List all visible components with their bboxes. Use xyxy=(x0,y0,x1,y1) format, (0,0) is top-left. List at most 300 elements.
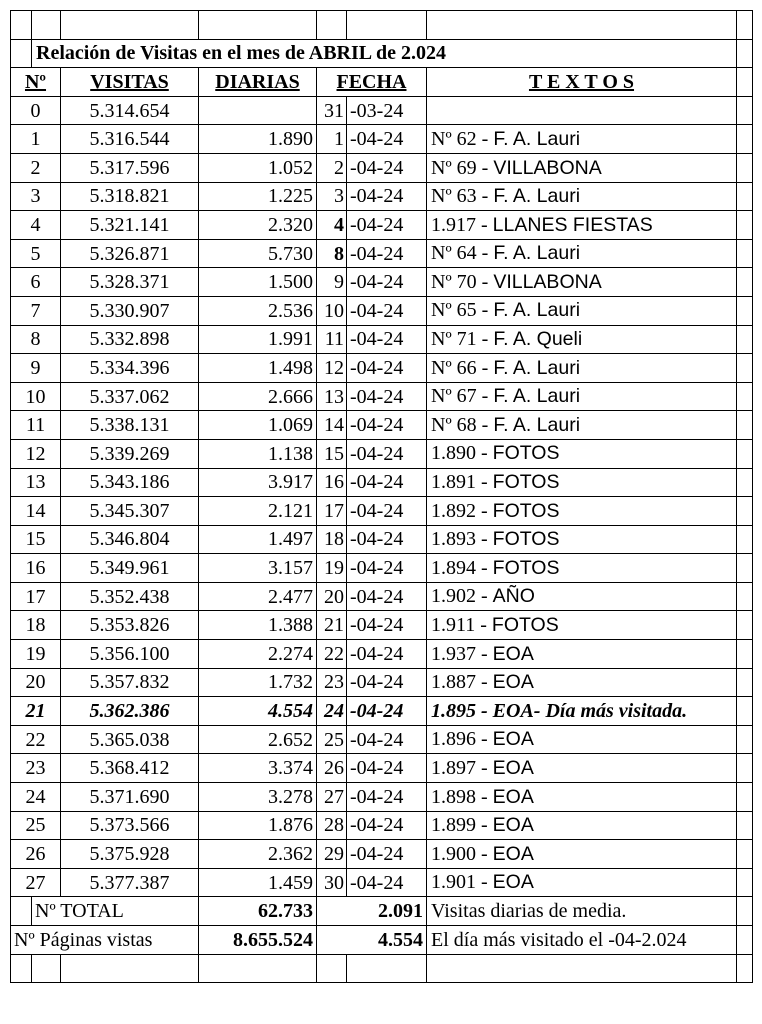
cell xyxy=(737,554,753,583)
visitas-cell: 5.356.100 xyxy=(61,640,199,669)
diarias-cell: 1.890 xyxy=(199,125,317,154)
month-cell: -04-24 xyxy=(347,582,427,611)
cell xyxy=(737,382,753,411)
table-row xyxy=(11,211,753,240)
table-row xyxy=(11,411,753,440)
diarias-cell: 1.732 xyxy=(199,668,317,697)
cell xyxy=(737,468,753,497)
cell xyxy=(737,954,753,983)
day-cell: 29 xyxy=(317,840,347,869)
row-number: 2 xyxy=(11,153,61,182)
texto-cell xyxy=(427,211,737,240)
visitas-cell: 5.345.307 xyxy=(61,497,199,526)
header-fecha: FECHA xyxy=(317,68,427,97)
texto-name: FOTOS xyxy=(492,471,560,494)
diarias-cell: 2.274 xyxy=(199,640,317,669)
texto-prefix: Nº 65 - xyxy=(431,299,494,322)
table-row xyxy=(11,239,753,268)
texto-cell xyxy=(427,783,737,812)
texto-name: F. A. Queli xyxy=(493,328,583,351)
header-row xyxy=(11,68,753,97)
texto-prefix: 1.890 - xyxy=(431,442,493,465)
visitas-cell: 5.318.821 xyxy=(61,182,199,211)
texto-cell xyxy=(427,868,737,897)
texto-name: VILLABONA xyxy=(493,270,602,293)
row-number: 3 xyxy=(11,182,61,211)
visitas-cell: 5.314.654 xyxy=(61,96,199,125)
diarias-cell: 3.917 xyxy=(199,468,317,497)
diarias-cell: 2.477 xyxy=(199,582,317,611)
visitas-cell: 5.343.186 xyxy=(61,468,199,497)
month-cell: -04-24 xyxy=(347,354,427,383)
month-cell: -03-24 xyxy=(347,96,427,125)
texto-name: F. A. Lauri xyxy=(493,242,581,265)
diarias-cell: 2.666 xyxy=(199,382,317,411)
diarias-cell: 5.730 xyxy=(199,239,317,268)
texto-cell xyxy=(427,182,737,211)
month-cell: -04-24 xyxy=(347,468,427,497)
row-number: 4 xyxy=(11,211,61,240)
diarias-cell: 2.536 xyxy=(199,296,317,325)
cell xyxy=(737,668,753,697)
max-value: 4.554 xyxy=(317,926,427,955)
texto-name: LLANES FIESTAS xyxy=(492,213,653,236)
visitas-cell: 5.349.961 xyxy=(61,554,199,583)
texto-prefix: 1.901 - xyxy=(431,871,493,894)
month-cell: -04-24 xyxy=(347,868,427,897)
diarias-cell: 1.069 xyxy=(199,411,317,440)
texto-cell xyxy=(427,668,737,697)
header-num: Nº xyxy=(11,68,61,97)
table-row xyxy=(11,439,753,468)
row-number: 18 xyxy=(11,611,61,640)
row-number: 10 xyxy=(11,382,61,411)
texto-cell xyxy=(427,611,737,640)
cell xyxy=(737,296,753,325)
cell xyxy=(11,39,32,68)
month-cell: -04-24 xyxy=(347,153,427,182)
average-value: 2.091 xyxy=(317,897,427,926)
cell xyxy=(737,754,753,783)
texto-cell xyxy=(427,725,737,754)
day-cell: 17 xyxy=(317,497,347,526)
cell xyxy=(737,439,753,468)
cell xyxy=(737,39,753,68)
visitas-cell: 5.334.396 xyxy=(61,354,199,383)
texto-cell xyxy=(427,439,737,468)
texto-name: EOA xyxy=(492,785,534,808)
texto-prefix: 1.894 - xyxy=(431,556,493,579)
cell xyxy=(737,868,753,897)
visitas-cell: 5.316.544 xyxy=(61,125,199,154)
cell xyxy=(347,954,427,983)
pages-label: Nº Páginas vistas xyxy=(11,926,199,955)
day-cell: 30 xyxy=(317,868,347,897)
texto-cell xyxy=(427,811,737,840)
title-row xyxy=(11,39,753,68)
day-cell: 16 xyxy=(317,468,347,497)
row-number: 23 xyxy=(11,754,61,783)
visitas-cell: 5.352.438 xyxy=(61,582,199,611)
table-row xyxy=(11,611,753,640)
max-text: El día más visitado el -04-2.024 xyxy=(427,926,737,955)
cell xyxy=(737,239,753,268)
row-number: 27 xyxy=(11,868,61,897)
texto-cell xyxy=(427,296,737,325)
diarias-cell: 3.278 xyxy=(199,783,317,812)
blank-row-bottom xyxy=(11,954,753,983)
month-cell: -04-24 xyxy=(347,611,427,640)
row-number: 16 xyxy=(11,554,61,583)
diarias-cell: 1.459 xyxy=(199,868,317,897)
diarias-cell: 1.500 xyxy=(199,268,317,297)
cell xyxy=(199,11,317,40)
day-cell: 8 xyxy=(317,239,347,268)
visitas-cell: 5.330.907 xyxy=(61,296,199,325)
month-cell: -04-24 xyxy=(347,439,427,468)
cell xyxy=(347,11,427,40)
cell xyxy=(737,182,753,211)
texto-prefix: 1.898 - xyxy=(431,785,493,808)
month-cell: -04-24 xyxy=(347,554,427,583)
texto-cell xyxy=(427,754,737,783)
month-cell: -04-24 xyxy=(347,783,427,812)
table-row xyxy=(11,325,753,354)
cell xyxy=(737,725,753,754)
visitas-cell: 5.326.871 xyxy=(61,239,199,268)
texto-prefix: 1.902 - xyxy=(431,585,493,608)
cell xyxy=(737,411,753,440)
day-cell: 28 xyxy=(317,811,347,840)
texto-name: F. A. Lauri xyxy=(493,356,581,379)
day-cell: 27 xyxy=(317,783,347,812)
visitas-cell: 5.321.141 xyxy=(61,211,199,240)
diarias-cell: 3.374 xyxy=(199,754,317,783)
cell xyxy=(737,325,753,354)
table-row xyxy=(11,640,753,669)
day-cell: 19 xyxy=(317,554,347,583)
table-body xyxy=(11,11,753,983)
row-number: 24 xyxy=(11,783,61,812)
texto-cell xyxy=(427,497,737,526)
diarias-cell: 1.225 xyxy=(199,182,317,211)
day-cell: 23 xyxy=(317,668,347,697)
texto-prefix: Nº 64 - xyxy=(431,242,494,265)
table-row xyxy=(11,840,753,869)
pages-row xyxy=(11,926,753,955)
texto-prefix: 1.937 - xyxy=(431,642,493,665)
row-number: 7 xyxy=(11,296,61,325)
texto-cell xyxy=(427,525,737,554)
texto-prefix: Nº 68 - xyxy=(431,413,494,436)
cell xyxy=(737,268,753,297)
month-cell: -04-24 xyxy=(347,182,427,211)
month-cell: -04-24 xyxy=(347,211,427,240)
day-cell: 31 xyxy=(317,96,347,125)
diarias-cell: 2.320 xyxy=(199,211,317,240)
total-value: 62.733 xyxy=(199,897,317,926)
texto-prefix: 1.895 - EOA- Día más visitada. xyxy=(431,699,688,722)
blank-row-top xyxy=(11,11,753,40)
cell xyxy=(61,11,199,40)
texto-prefix: Nº 63 - xyxy=(431,185,494,208)
cell xyxy=(737,11,753,40)
texto-name: EOA xyxy=(492,814,534,837)
diarias-cell: 1.388 xyxy=(199,611,317,640)
row-number: 17 xyxy=(11,582,61,611)
texto-name: FOTOS xyxy=(491,614,559,637)
diarias-cell: 1.497 xyxy=(199,525,317,554)
texto-name: FOTOS xyxy=(492,556,560,579)
texto-cell xyxy=(427,354,737,383)
table-row xyxy=(11,754,753,783)
diarias-cell: 1.876 xyxy=(199,811,317,840)
texto-cell xyxy=(427,640,737,669)
diarias-cell xyxy=(199,96,317,125)
texto-name: VILLABONA xyxy=(493,156,602,179)
day-cell: 18 xyxy=(317,525,347,554)
row-number: 22 xyxy=(11,725,61,754)
texto-prefix: 1.900 - xyxy=(431,842,493,865)
row-number: 9 xyxy=(11,354,61,383)
day-cell: 11 xyxy=(317,325,347,354)
visitas-cell: 5.373.566 xyxy=(61,811,199,840)
pages-value: 8.655.524 xyxy=(199,926,317,955)
day-cell: 21 xyxy=(317,611,347,640)
cell xyxy=(737,96,753,125)
day-cell: 15 xyxy=(317,439,347,468)
cell xyxy=(317,954,347,983)
diarias-cell: 2.362 xyxy=(199,840,317,869)
table-row xyxy=(11,354,753,383)
row-number: 12 xyxy=(11,439,61,468)
table-title: Relación de Visitas en el mes de ABRIL de 2.024 xyxy=(32,39,737,68)
row-number: 6 xyxy=(11,268,61,297)
header-diarias: DIARIAS xyxy=(199,68,317,97)
table-row xyxy=(11,468,753,497)
texto-prefix: Nº 70 - xyxy=(431,270,494,293)
texto-name: EOA xyxy=(492,842,534,865)
visitas-cell: 5.346.804 xyxy=(61,525,199,554)
table-row xyxy=(11,868,753,897)
table-row xyxy=(11,153,753,182)
header-visitas: VISITAS xyxy=(61,68,199,97)
cell xyxy=(11,11,32,40)
table-row xyxy=(11,783,753,812)
texto-name: F. A. Lauri xyxy=(493,413,581,436)
row-number: 0 xyxy=(11,96,61,125)
month-cell: -04-24 xyxy=(347,725,427,754)
visitas-cell: 5.357.832 xyxy=(61,668,199,697)
texto-name: EOA xyxy=(492,871,534,894)
texto-name: EOA xyxy=(492,756,534,779)
texto-name: AÑO xyxy=(492,585,535,608)
texto-cell xyxy=(427,840,737,869)
month-cell: -04-24 xyxy=(347,239,427,268)
day-cell: 3 xyxy=(317,182,347,211)
row-number: 25 xyxy=(11,811,61,840)
texto-cell xyxy=(427,125,737,154)
day-cell: 24 xyxy=(317,697,347,726)
texto-prefix: 1.917 - xyxy=(431,213,493,236)
cell xyxy=(737,497,753,526)
visitas-cell: 5.362.386 xyxy=(61,697,199,726)
visitas-cell: 5.368.412 xyxy=(61,754,199,783)
texto-prefix: Nº 71 - xyxy=(431,328,494,351)
texto-name: F. A. Lauri xyxy=(493,385,581,408)
cell xyxy=(11,897,32,926)
visitas-cell: 5.332.898 xyxy=(61,325,199,354)
month-cell: -04-24 xyxy=(347,754,427,783)
month-cell: -04-24 xyxy=(347,382,427,411)
table-row xyxy=(11,525,753,554)
row-number: 13 xyxy=(11,468,61,497)
diarias-cell: 3.157 xyxy=(199,554,317,583)
visitas-cell: 5.365.038 xyxy=(61,725,199,754)
day-cell: 13 xyxy=(317,382,347,411)
cell xyxy=(737,525,753,554)
visitas-cell: 5.353.826 xyxy=(61,611,199,640)
day-cell: 26 xyxy=(317,754,347,783)
texto-prefix: 1.897 - xyxy=(431,756,493,779)
texto-prefix: Nº 69 - xyxy=(431,156,494,179)
texto-prefix: 1.892 - xyxy=(431,499,493,522)
table-row xyxy=(11,382,753,411)
visitas-cell: 5.371.690 xyxy=(61,783,199,812)
row-number: 11 xyxy=(11,411,61,440)
texto-prefix: 1.891 - xyxy=(431,471,493,494)
texto-cell xyxy=(427,239,737,268)
cell xyxy=(317,11,347,40)
texto-prefix: Nº 66 - xyxy=(431,356,494,379)
month-cell: -04-24 xyxy=(347,125,427,154)
texto-cell xyxy=(427,325,737,354)
texto-prefix: 1.911 - xyxy=(431,614,492,637)
table-row xyxy=(11,96,753,125)
cell xyxy=(737,153,753,182)
month-cell: -04-24 xyxy=(347,811,427,840)
texto-name: FOTOS xyxy=(492,528,560,551)
diarias-cell: 1.138 xyxy=(199,439,317,468)
row-number: 20 xyxy=(11,668,61,697)
texto-name: EOA xyxy=(492,642,534,665)
cell xyxy=(737,582,753,611)
cell xyxy=(737,68,753,97)
table-row xyxy=(11,697,753,726)
day-cell: 9 xyxy=(317,268,347,297)
visits-table xyxy=(10,10,753,983)
header-textos: T E X T O S xyxy=(427,68,737,97)
texto-name: F. A. Lauri xyxy=(493,185,581,208)
texto-cell xyxy=(427,411,737,440)
texto-name: FOTOS xyxy=(492,442,560,465)
row-number: 21 xyxy=(11,697,61,726)
total-label: Nº TOTAL xyxy=(32,897,199,926)
texto-prefix: 1.899 - xyxy=(431,814,493,837)
month-cell: -04-24 xyxy=(347,497,427,526)
table-row xyxy=(11,182,753,211)
month-cell: -04-24 xyxy=(347,296,427,325)
day-cell: 10 xyxy=(317,296,347,325)
row-number: 8 xyxy=(11,325,61,354)
texto-name: EOA xyxy=(492,671,534,694)
cell xyxy=(737,697,753,726)
month-cell: -04-24 xyxy=(347,525,427,554)
texto-cell xyxy=(427,697,737,726)
cell xyxy=(737,611,753,640)
diarias-cell: 1.991 xyxy=(199,325,317,354)
row-number: 14 xyxy=(11,497,61,526)
cell xyxy=(32,954,61,983)
texto-cell xyxy=(427,582,737,611)
average-text: Visitas diarias de media. xyxy=(427,897,737,926)
visitas-cell: 5.339.269 xyxy=(61,439,199,468)
texto-prefix: Nº 67 - xyxy=(431,385,494,408)
row-number: 15 xyxy=(11,525,61,554)
cell xyxy=(427,954,737,983)
row-number: 19 xyxy=(11,640,61,669)
day-cell: 1 xyxy=(317,125,347,154)
month-cell: -04-24 xyxy=(347,268,427,297)
texto-prefix: 1.887 - xyxy=(431,671,493,694)
texto-cell xyxy=(427,96,737,125)
texto-name: FOTOS xyxy=(492,499,560,522)
cell xyxy=(737,211,753,240)
visitas-cell: 5.338.131 xyxy=(61,411,199,440)
month-cell: -04-24 xyxy=(347,640,427,669)
texto-prefix: Nº 62 - xyxy=(431,127,494,150)
table-row xyxy=(11,668,753,697)
cell xyxy=(737,811,753,840)
cell xyxy=(737,125,753,154)
day-cell: 22 xyxy=(317,640,347,669)
texto-name: EOA xyxy=(492,728,534,751)
cell xyxy=(427,11,737,40)
table-row xyxy=(11,296,753,325)
month-cell: -04-24 xyxy=(347,697,427,726)
cell xyxy=(737,897,753,926)
table-row xyxy=(11,582,753,611)
cell xyxy=(737,926,753,955)
visitas-cell: 5.375.928 xyxy=(61,840,199,869)
diarias-cell: 2.652 xyxy=(199,725,317,754)
day-cell: 20 xyxy=(317,582,347,611)
cell xyxy=(737,840,753,869)
texto-name: F. A. Lauri xyxy=(493,299,581,322)
visitas-cell: 5.377.387 xyxy=(61,868,199,897)
month-cell: -04-24 xyxy=(347,411,427,440)
cell xyxy=(32,11,61,40)
month-cell: -04-24 xyxy=(347,325,427,354)
table-row xyxy=(11,554,753,583)
table-row xyxy=(11,811,753,840)
day-cell: 4 xyxy=(317,211,347,240)
cell xyxy=(737,354,753,383)
row-number: 5 xyxy=(11,239,61,268)
row-number: 1 xyxy=(11,125,61,154)
day-cell: 2 xyxy=(317,153,347,182)
table-row xyxy=(11,125,753,154)
texto-cell xyxy=(427,268,737,297)
diarias-cell: 2.121 xyxy=(199,497,317,526)
texto-name: F. A. Lauri xyxy=(493,127,581,150)
visitas-cell: 5.337.062 xyxy=(61,382,199,411)
cell xyxy=(61,954,199,983)
day-cell: 12 xyxy=(317,354,347,383)
diarias-cell: 4.554 xyxy=(199,697,317,726)
texto-cell xyxy=(427,554,737,583)
texto-prefix: 1.896 - xyxy=(431,728,493,751)
